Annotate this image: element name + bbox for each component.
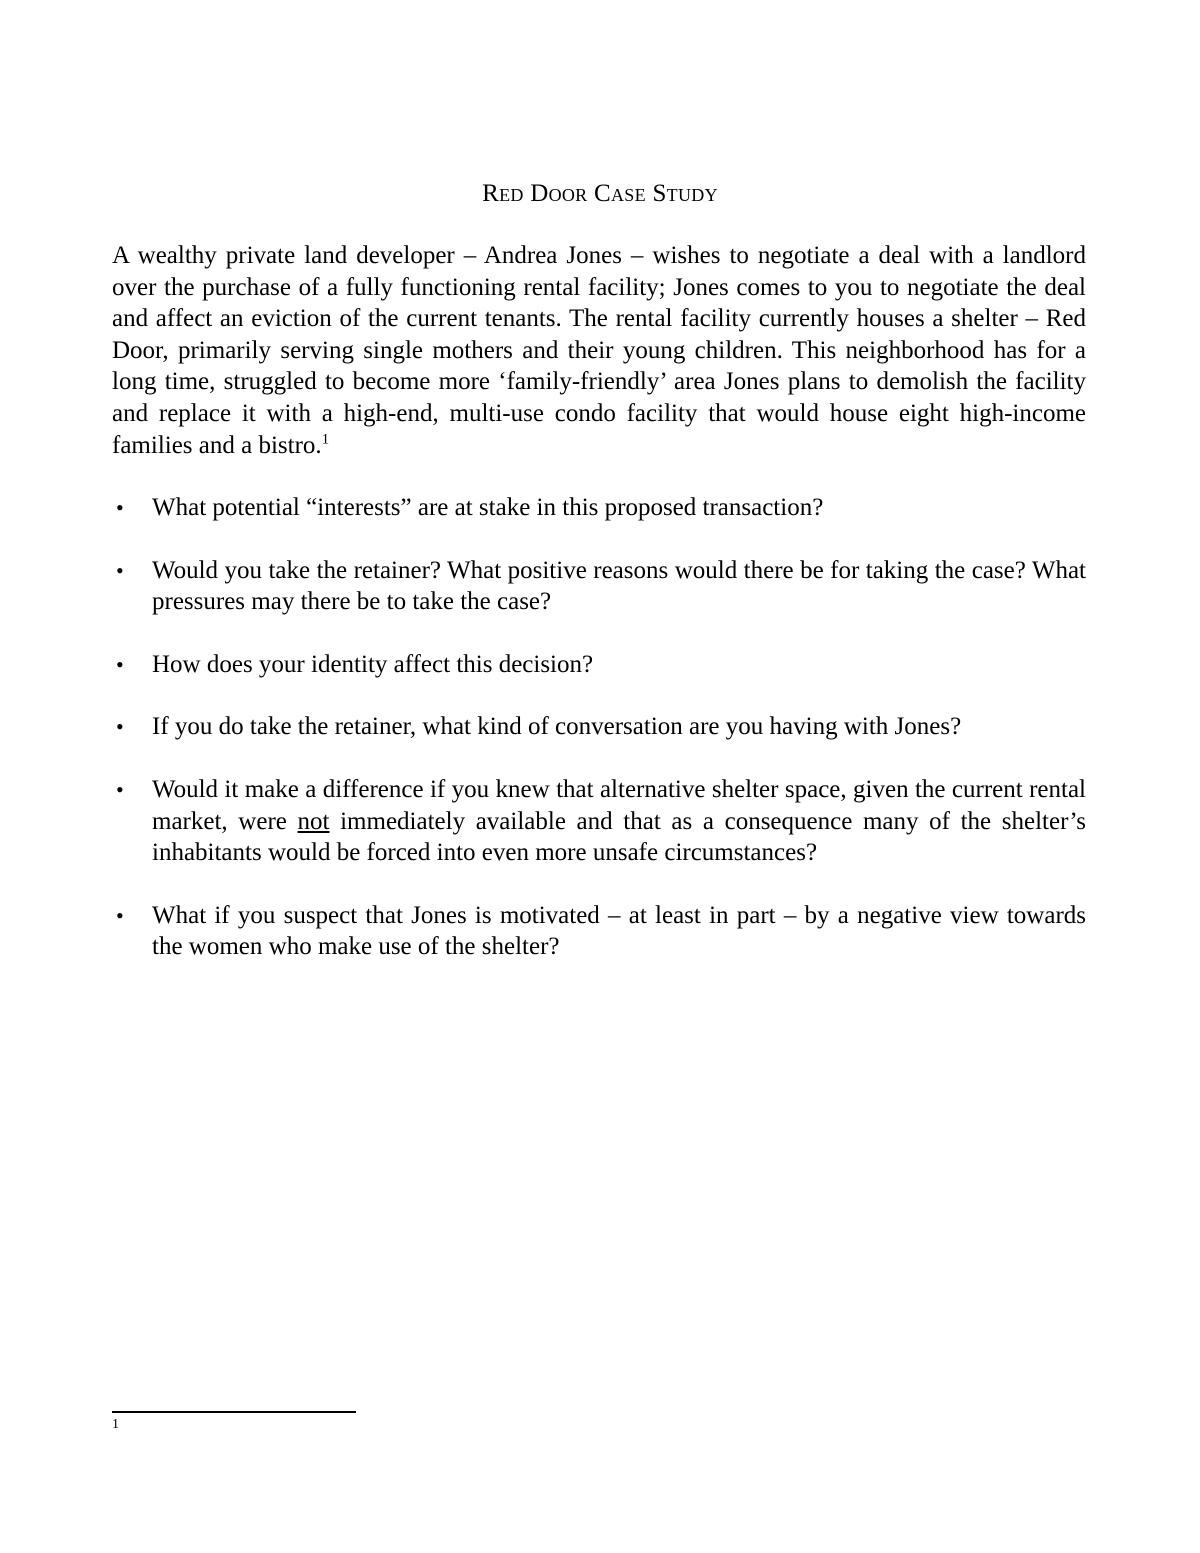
question-text: What if you suspect that Jones is motivated – at least in part – by a negative view towards the women who make use of the shelter? (152, 901, 1086, 961)
intro-paragraph (112, 240, 1086, 461)
list-item (112, 555, 1086, 618)
bullet-icon: • (116, 651, 124, 677)
question-text-after: immediately available and that as a consequence many of the shelter’s inhabitants would be forced into even more unsafe circumstances? (152, 807, 1087, 867)
question-text: What potential “interests” are at stake in this proposed transaction? (152, 494, 824, 521)
footnote-separator (112, 1411, 356, 1413)
footnote-reference: 1 (321, 431, 330, 448)
question-text: If you do take the retainer, what kind of conversation are you having with Jones? (152, 713, 962, 741)
question-text: How does your identity affect this decision? (152, 650, 594, 678)
question-text: Would you take the retainer? What positive reasons would there be for taking the case? What pressures may there be to take the case? (152, 556, 1086, 616)
bullet-icon: • (116, 714, 124, 740)
list-item (112, 711, 1086, 743)
bullet-icon: • (116, 776, 124, 802)
footnote-number: 1 (112, 1417, 119, 1432)
bullet-icon: • (116, 557, 124, 583)
question-text (152, 776, 1086, 866)
bullet-icon: • (116, 495, 124, 520)
question-list (112, 492, 1086, 994)
question-text-before: Would it make a difference if you knew that alternative shelter space, given the current rental market, were (152, 775, 1086, 835)
bullet-icon: • (116, 902, 124, 928)
intro-text: A wealthy private land developer – Andrea Jones – wishes to negotiate a deal with a landlord over the purchase of a fully functioning rental facility; Jones comes to you to negotiate the deal and affect an eviction of the current tenants. The rental facility currently houses a shelter – Red Door, primarily serving single mothers and their young children. This neighborhood has for a long time, struggled to become more ‘family-friendly’ area Jones plans to demolish the facility and replace it with a high-end, multi-use condo facility that would house eight high-income families and a bistro. (112, 242, 1086, 459)
list-item (112, 900, 1086, 963)
list-item (112, 492, 1086, 524)
footnote (112, 1416, 119, 1434)
underlined-word: not (297, 807, 330, 835)
list-item (112, 774, 1086, 869)
document-title: Red Door Case Study (482, 180, 718, 207)
list-item (112, 649, 1086, 681)
